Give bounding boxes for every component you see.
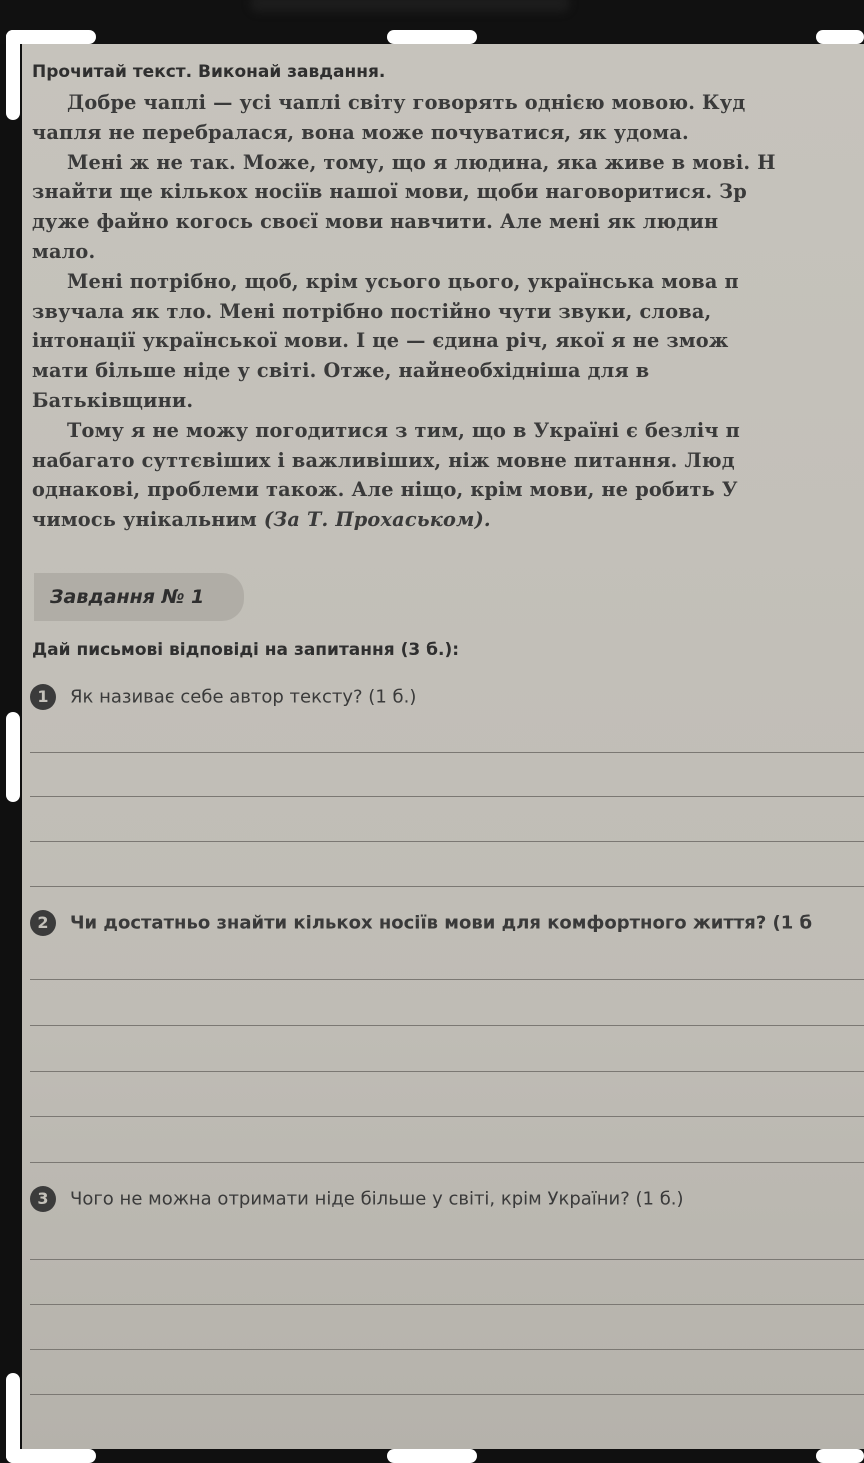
question-number-icon: 1 [30, 684, 56, 710]
question-1 [30, 684, 416, 710]
crop-handle-bottom-left-icon[interactable] [6, 1449, 96, 1463]
answer-line[interactable] [30, 1071, 864, 1072]
answer-line[interactable] [30, 1394, 864, 1395]
task-title: Завдання № 1 [50, 586, 205, 608]
crop-handle-top-right-icon[interactable] [816, 30, 864, 44]
question-2 [30, 910, 812, 936]
answer-line[interactable] [30, 796, 864, 797]
text-line: чапля не перебралася, вона може почуватися, як удома. [32, 120, 689, 144]
answer-line[interactable] [30, 886, 864, 887]
crop-handle-top-icon[interactable] [387, 30, 477, 44]
text-line: мало. [32, 239, 96, 263]
question-3 [30, 1186, 684, 1212]
question-text: Чого не можна отримати ніде більше у світі, крім України? (1 б.) [70, 1188, 684, 1210]
text-line: дуже файно когось своєї мови навчити. Але мені як людин [32, 210, 719, 234]
text-line-last [32, 505, 864, 535]
crop-handle-left-icon[interactable] [6, 712, 20, 802]
instruction: Дай письмові відповіді на запитання (3 б.): [32, 640, 460, 660]
text-line: знайти ще кількох носіїв нашої мови, щоби наговоритися. Зр [32, 180, 747, 204]
reading-text [32, 88, 864, 535]
text-line: інтонації української мови. І це — єдина річ, якої я не змож [32, 329, 729, 353]
text-line: однакові, проблеми також. Але ніщо, крім мови, не робить У [32, 478, 738, 502]
worksheet-page [22, 44, 864, 1449]
answer-line[interactable] [30, 1025, 864, 1026]
task-title-chip [34, 573, 244, 621]
attribution: (За Т. Прохаськом). [263, 508, 491, 532]
text-line: Добре чаплі — усі чаплі світу говорять однією мовою. Куд [67, 91, 746, 114]
crop-handle-top-left-icon[interactable] [6, 30, 20, 120]
crop-handle-bottom-right-icon[interactable] [816, 1449, 864, 1463]
text-line-end: чимось унікальним [32, 508, 264, 532]
crop-handle-bottom-icon[interactable] [387, 1449, 477, 1463]
question-text: Як називає себе автор тексту? (1 б.) [70, 686, 417, 708]
question-number-icon: 3 [30, 1186, 56, 1212]
answer-line[interactable] [30, 1259, 864, 1260]
answer-line[interactable] [30, 1304, 864, 1305]
answer-line[interactable] [30, 752, 864, 753]
text-line: Тому я не можу погодитися з тим, що в Україні є безліч п [67, 418, 740, 442]
text-line: Батьківщини. [32, 388, 194, 412]
answer-line[interactable] [30, 841, 864, 842]
text-line: мати більше ніде у світі. Отже, найнеобхідніша для в [32, 359, 650, 383]
question-text: Чи достатньо знайти кількох носіїв мови для комфортного життя? (1 б [70, 912, 813, 934]
answer-line[interactable] [30, 1349, 864, 1350]
top-blur [250, 0, 570, 12]
text-line: набагато суттєвіших і важливіших, ніж мовне питання. Люд [32, 448, 735, 472]
text-line: Мені ж не так. Може, тому, що я людина, яка живе в мові. Н [67, 150, 776, 174]
answer-line[interactable] [30, 1162, 864, 1163]
question-number-icon: 2 [30, 910, 56, 936]
text-line: звучала як тло. Мені потрібно постійно чути звуки, слова, [32, 299, 712, 323]
worksheet-header: Прочитай текст. Виконай завдання. [32, 62, 386, 82]
text-line: Мені потрібно, щоб, крім усього цього, українська мова п [67, 269, 739, 293]
answer-line[interactable] [30, 979, 864, 980]
answer-line[interactable] [30, 1116, 864, 1117]
